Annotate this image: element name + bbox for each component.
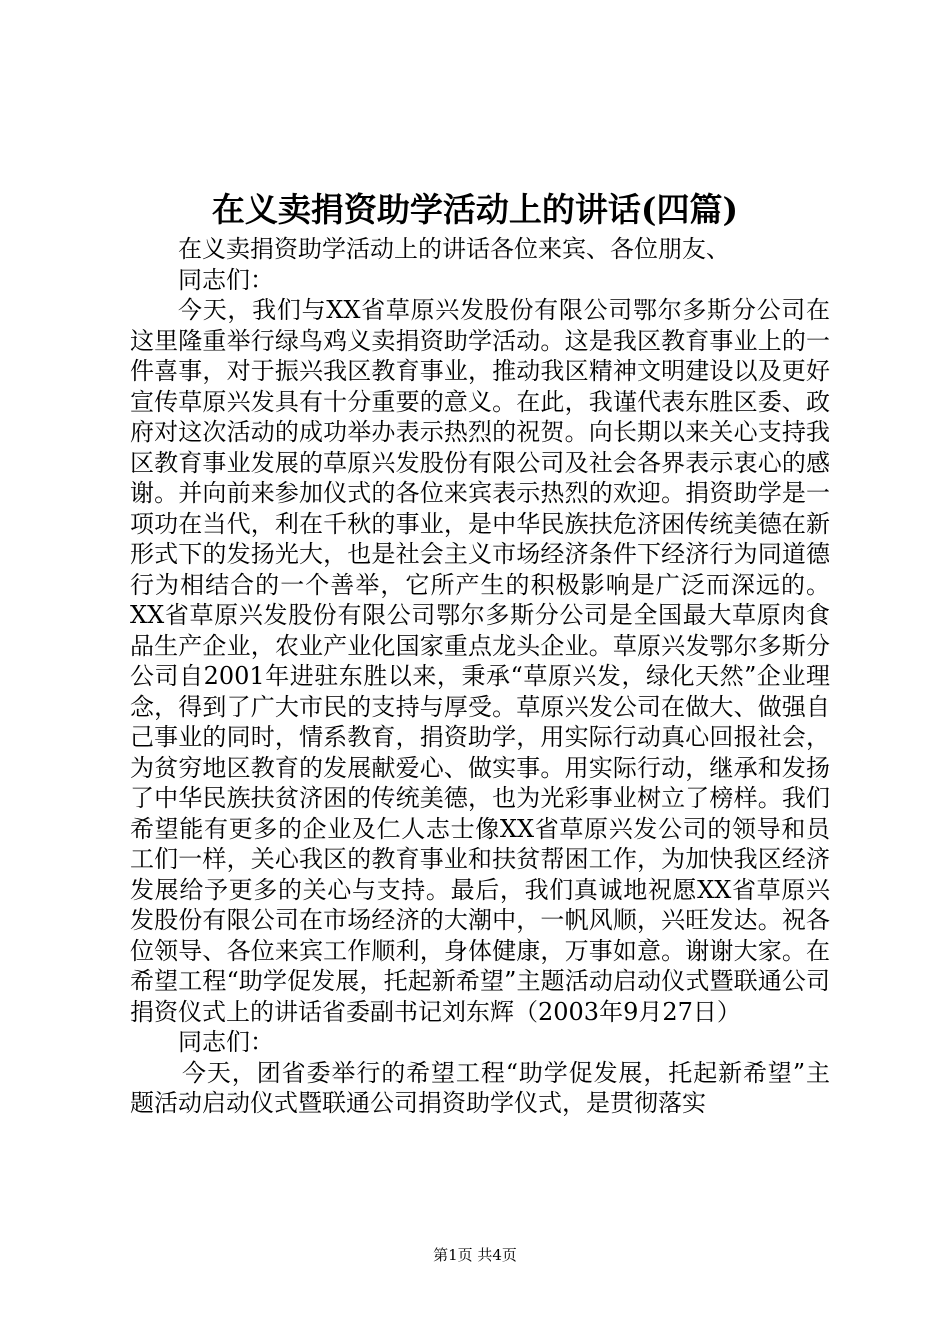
page-footer: 第1页 共4页 <box>433 1246 517 1264</box>
paragraph-salutation: 同志们： <box>178 265 274 294</box>
paragraph-salutation-second: 同志们： <box>178 1028 274 1056</box>
document-title: 在义卖捐资助学活动上的讲话(四篇) <box>211 190 739 229</box>
paragraph-main-speech: 今天，我们与XX省草原兴发股份有限公司鄂尔多斯分公司在这里隆重举行绿鸟鸡义卖捐资助学活动。这是我区教育事业上的一件喜事，对于振兴我区教育事业，推动我区精神文明建设以及更好宣传草原兴发具有十分重要的意义。在此，我谨代表东胜区委、政府对这次活动的成功举办表示热烈的祝贺。向长期以来关心支持我区教育事业发展的草原兴发股份有限公司及社会各界表示衷心的感谢。并向前来参加仪式的各位来宾表示热烈的欢迎。捐资助学是一项功在当代，利在千秋的事业，是中华民族扶危济困传统美德在新形式下的发扬光大，也是社会主义市场经济条件下经济行为同道德行为相结合的一个善举，它所产生的积极影响是广泛而深远的。XX省草原兴发股份有限公司鄂尔多斯分公司是全国最大草原肉食品生产企业，农业产业化国家重点龙头企业。草原兴发鄂尔多斯分公司自2001年进驻东胜以来，秉承“草原兴发，绿化天然”企业理念，得到了广大市民的支持与厚受。草原兴发公司在做大、做强自己事业的同时，情系教育，捐资助学，用实际行动真心回报社会，为贫穷地区教育的发展献爱心、做实事。用实际行动，继承和发扬了中华民族扶贫济困的传统美德，也为光彩事业树立了榜样。我们希望能有更多的企业及仁人志士像XX省草原兴发公司的领导和员工们一样，关心我区的教育事业和扶贫帮困工作，为加快我区经济发展给予更多的关心与支持。最后，我们真诚地祝愿XX省草原兴发股份有限公司在市场经济的大潮中，一帆风顺，兴旺发达。祝各位领导、各位来宾工作顺利，身体健康，万事如意。谢谢大家。在希望工程“助学促发展，托起新希望”主题活动启动仪式暨联通公司捐资仪式上的讲话省委副书记刘东辉（2003年9月27日） <box>130 296 830 1026</box>
document-body <box>130 234 830 1119</box>
paragraph-opening: 在义卖捐资助学活动上的讲话各位来宾、各位朋友、 <box>178 235 730 263</box>
paragraph-second-speech: 今天，团省委举行的希望工程“助学促发展，托起新希望”主题活动启动仪式暨联通公司捐资助学仪式，是贯彻落实 <box>130 1058 830 1117</box>
